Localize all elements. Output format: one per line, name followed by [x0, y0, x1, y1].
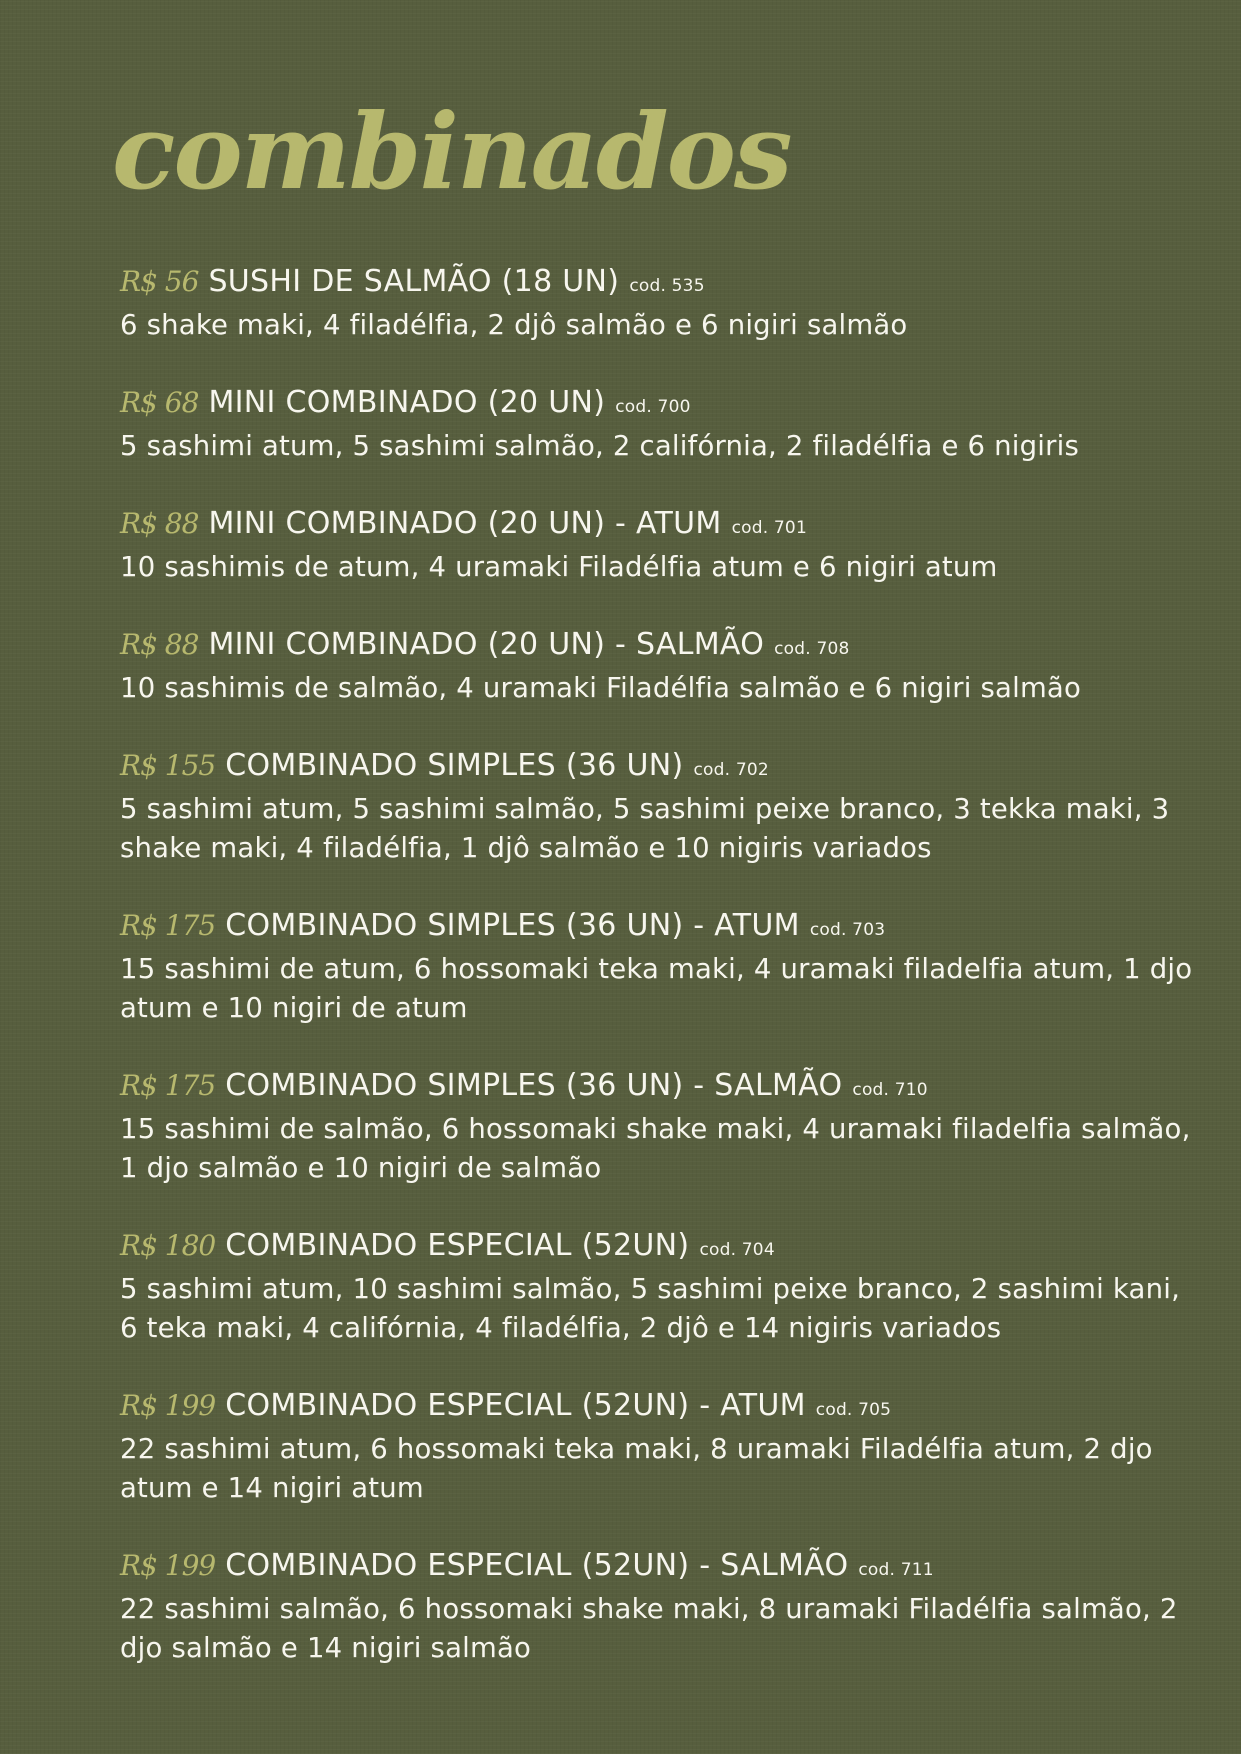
item-description: 6 shake maki, 4 filadélfia, 2 djô salmão e 6 nigiri salmão: [120, 309, 908, 341]
menu-item: [120, 1386, 1200, 1508]
item-price: R$ 175: [120, 1069, 216, 1102]
item-description: 5 sashimi atum, 5 sashimi salmão, 2 califórnia, 2 filadélfia e 6 nigiris: [120, 430, 1080, 462]
item-code: cod. 701: [731, 518, 807, 538]
item-code: cod. 703: [809, 920, 886, 940]
item-code: cod. 535: [629, 276, 705, 296]
item-code: cod. 704: [699, 1240, 775, 1260]
item-heading: [120, 1226, 1200, 1270]
menu-item: [120, 383, 1200, 466]
item-description: 15 sashimi de atum, 6 hossomaki teka maki, 4 uramaki filadelfia atum, 1 djo atum e 10 nigiri de atum: [120, 953, 1193, 1024]
item-description: 10 sashimis de salmão, 4 uramaki Filadélfia salmão e 6 nigiri salmão: [120, 672, 1082, 704]
item-code: cod. 710: [852, 1080, 928, 1100]
menu-item: [120, 504, 1200, 587]
item-price: R$ 88: [120, 507, 199, 540]
item-price: R$ 199: [120, 1549, 216, 1582]
item-name: COMBINADO SIMPLES (36 UN) - ATUM: [225, 908, 800, 943]
item-code: cod. 708: [774, 639, 850, 659]
item-price: R$ 88: [120, 628, 199, 661]
item-heading: [120, 1066, 1200, 1110]
item-code: cod. 702: [693, 760, 769, 780]
item-price: R$ 180: [120, 1229, 216, 1262]
item-price: R$ 199: [120, 1389, 216, 1422]
item-price: R$ 68: [120, 386, 199, 419]
item-name: COMBINADO ESPECIAL (52UN) - ATUM: [225, 1388, 806, 1423]
item-code: cod. 711: [858, 1560, 934, 1580]
item-description: 15 sashimi de salmão, 6 hossomaki shake maki, 4 uramaki filadelfia salmão, 1 djo salmão e 10 nigiri de salmão: [120, 1113, 1191, 1184]
item-description: 22 sashimi salmão, 6 hossomaki shake maki, 8 uramaki Filadélfia salmão, 2 djo salmão e 14 nigiri salmão: [120, 1593, 1178, 1664]
item-description: 10 sashimis de atum, 4 uramaki Filadélfia atum e 6 nigiri atum: [120, 551, 998, 583]
item-name: MINI COMBINADO (20 UN): [208, 385, 606, 420]
item-description: 22 sashimi atum, 6 hossomaki teka maki, 8 uramaki Filadélfia atum, 2 djo atum e 14 nigiri atum: [120, 1433, 1153, 1504]
item-description: 5 sashimi atum, 5 sashimi salmão, 5 sashimi peixe branco, 3 tekka maki, 3 shake maki, 4 filadélfia, 1 djô salmão e 10 nigiris variados: [120, 793, 1170, 864]
item-heading: [120, 1546, 1200, 1590]
item-price: R$ 175: [120, 909, 216, 942]
menu-item: [120, 746, 1200, 868]
item-heading: [120, 746, 1200, 790]
menu-item: [120, 1226, 1200, 1348]
item-heading: [120, 383, 1200, 427]
item-price: R$ 155: [120, 749, 216, 782]
item-name: COMBINADO SIMPLES (36 UN) - SALMÃO: [225, 1068, 843, 1103]
item-code: cod. 705: [815, 1400, 892, 1420]
item-name: MINI COMBINADO (20 UN) - ATUM: [208, 506, 722, 541]
item-code: cod. 700: [615, 397, 691, 417]
item-name: COMBINADO SIMPLES (36 UN): [225, 748, 684, 783]
menu-item: [120, 262, 1200, 345]
item-heading: [120, 906, 1200, 950]
menu-item: [120, 1066, 1200, 1188]
item-name: SUSHI DE SALMÃO (18 UN): [208, 264, 620, 299]
menu-list: [120, 262, 1200, 1706]
item-price: R$ 56: [120, 265, 199, 298]
item-heading: [120, 625, 1200, 669]
menu-item: [120, 906, 1200, 1028]
menu-title: combinados: [112, 90, 791, 213]
item-name: MINI COMBINADO (20 UN) - SALMÃO: [208, 627, 765, 662]
item-name: COMBINADO ESPECIAL (52UN) - SALMÃO: [225, 1548, 849, 1583]
menu-item: [120, 1546, 1200, 1668]
item-name: COMBINADO ESPECIAL (52UN): [225, 1228, 690, 1263]
item-description: 5 sashimi atum, 10 sashimi salmão, 5 sashimi peixe branco, 2 sashimi kani, 6 teka maki, 4 califórnia, 4 filadélfia, 2 djô e 14 nigiris variados: [120, 1273, 1181, 1344]
menu-item: [120, 625, 1200, 708]
item-heading: [120, 262, 1200, 306]
item-heading: [120, 504, 1200, 548]
item-heading: [120, 1386, 1200, 1430]
